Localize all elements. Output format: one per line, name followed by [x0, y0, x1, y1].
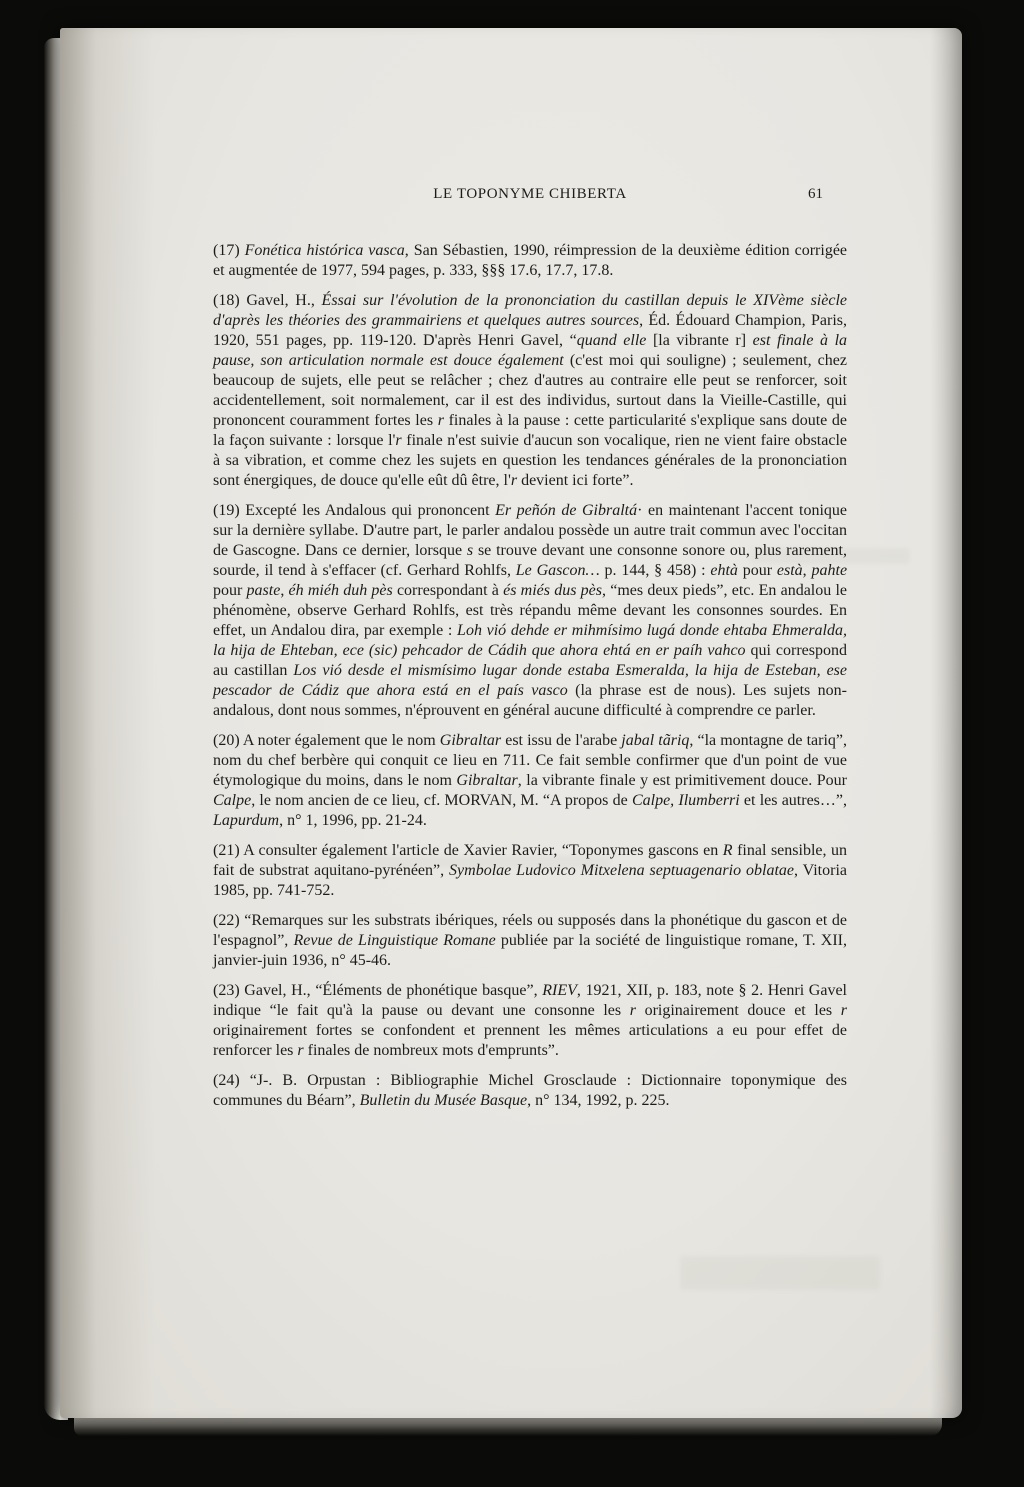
footnote: (20) A noter également que le nom Gibraltar est issu de l'arabe jabal tãriq, “la montagne de tariq”, nom du chef berbère qui conquit ce lieu en 711. Ce fait semble confirmer que d'un point de vue étymologique du moins, dans le nom Gibraltar, la vibrante finale y est primitivement douce. Pour Calpe, le nom ancien de ce lieu, cf. MORVAN, M. “A propos de Calpe, Ilumberri et les autres…”, Lapurdum, n° 1, 1996, pp. 21-24.	[213, 732, 848, 829]
ink-bleed-artifact	[680, 1256, 880, 1290]
running-title: LE TOPONYME CHIBERTA	[433, 186, 627, 202]
footnote: (21) A consulter également l'article de Xavier Ravier, “Toponymes gascons en R final sensible, un fait de substrat aquitano-pyrénéen”, Symbolae Ludovico Mitxelena septuagenario oblatae, Vitoria 1985, pp. 741-752.	[213, 842, 848, 899]
book-page	[60, 28, 962, 1418]
text-column	[213, 186, 847, 1121]
footnote: (24) “J-. B. Orpustan : Bibliographie Michel Grosclaude : Dictionnaire toponymique des communes du Béarn”, Bulletin du Musée Basque, n° 134, 1992, p. 225.	[213, 1072, 847, 1109]
footnote-list	[213, 241, 847, 1111]
footnote: (17) Fonética histórica vasca, San Sébastien, 1990, réimpression de la deuxième édition corrigée et augmentée de 1977, 594 pages, p. 333, §§§ 17.6, 17.7, 17.8.	[213, 242, 848, 279]
page-number: 61	[808, 186, 823, 202]
page-header	[213, 186, 847, 203]
footnote: (19) Excepté les Andalous qui prononcent Er peñón de Gibraltá· en maintenant l'accent tonique sur la dernière syllabe. D'autre part, le parler andalou possède un autre trait commun avec l'occitan de Gascogne. Dans ce dernier, lorsque s se trouve devant une consonne sonore ou, plus rarement, sourde, il tend à s'effacer (cf. Gerhard Rohlfs, Le Gascon… p. 144, § 458) : ehtà pour està, pahte pour paste, éh miéh duh pès correspondant à és miés dus pès, “mes deux pieds”, etc. En andalou le phénomène, observe Gerhard Rohlfs, est très répandu même devant les consonnes sourdes. En effet, un Andalou dira, par exemple : Loh vió dehde er mihmísimo lugá donde ehtaba Ehmeralda, la hija de Ehteban, ece (sic) pehcador de Cádih que ahora ehtá en er paíh vahco qui correspond au castillan Los vió desde el mismísimo lugar donde estaba Esmeralda, la hija de Esteban, ese pescador de Cádiz que ahora está en el país vasco (la phrase est de nous). Les sujets non-andalous, dont nous sommes, n'éprouvent en général aucune difficulté à comprendre ce parler.	[213, 502, 848, 719]
footnote: (22) “Remarques sur les substrats ibériques, réels ou supposés dans la phonétique du gascon et de l'espagnol”, Revue de Linguistique Romane publiée par la société de linguistique romane, T. XII, janvier-juin 1936, n° 45-46.	[213, 912, 847, 969]
footnote: (23) Gavel, H., “Éléments de phonétique basque”, RIEV, 1921, XII, p. 183, note § 2. Henri Gavel indique “le fait qu'à la pause ou devant une consonne les r originairement douce et les r originairement fortes se confondent et prennent les mêmes articulations a eu pour effet de renforcer les r finales de nombreux mots d'emprunts”.	[213, 982, 848, 1059]
footnote: (18) Gavel, H., Éssai sur l'évolution de la prononciation du castillan depuis le XIVème siècle d'après les théories des grammairiens et quelques autres sources, Éd. Édouard Champion, Paris, 1920, 551 pages, pp. 119-120. D'après Henri Gavel, “quand elle [la vibrante r] est finale à la pause, son articulation normale est douce également (c'est moi qui souligne) ; seulement, chez beaucoup de sujets, elle peut se relâcher ; chez d'autres au contraire elle peut se renforcer, soit accidentellement, soit normalement, car il est des individus, surtout dans la Vieille-Castille, qui prononcent couramment fortes les r finales à la pause : cette particularité s'explique sans doute de la façon suivante : lorsque l'r finale n'est suivie d'aucun son vocalique, rien ne vient faire obstacle à sa vibration, et comme chez les sujets en question les tendances générales de la prononciation sont énergiques, de douce qu'elle eût dû être, l'r devient ici forte”.	[213, 292, 848, 489]
